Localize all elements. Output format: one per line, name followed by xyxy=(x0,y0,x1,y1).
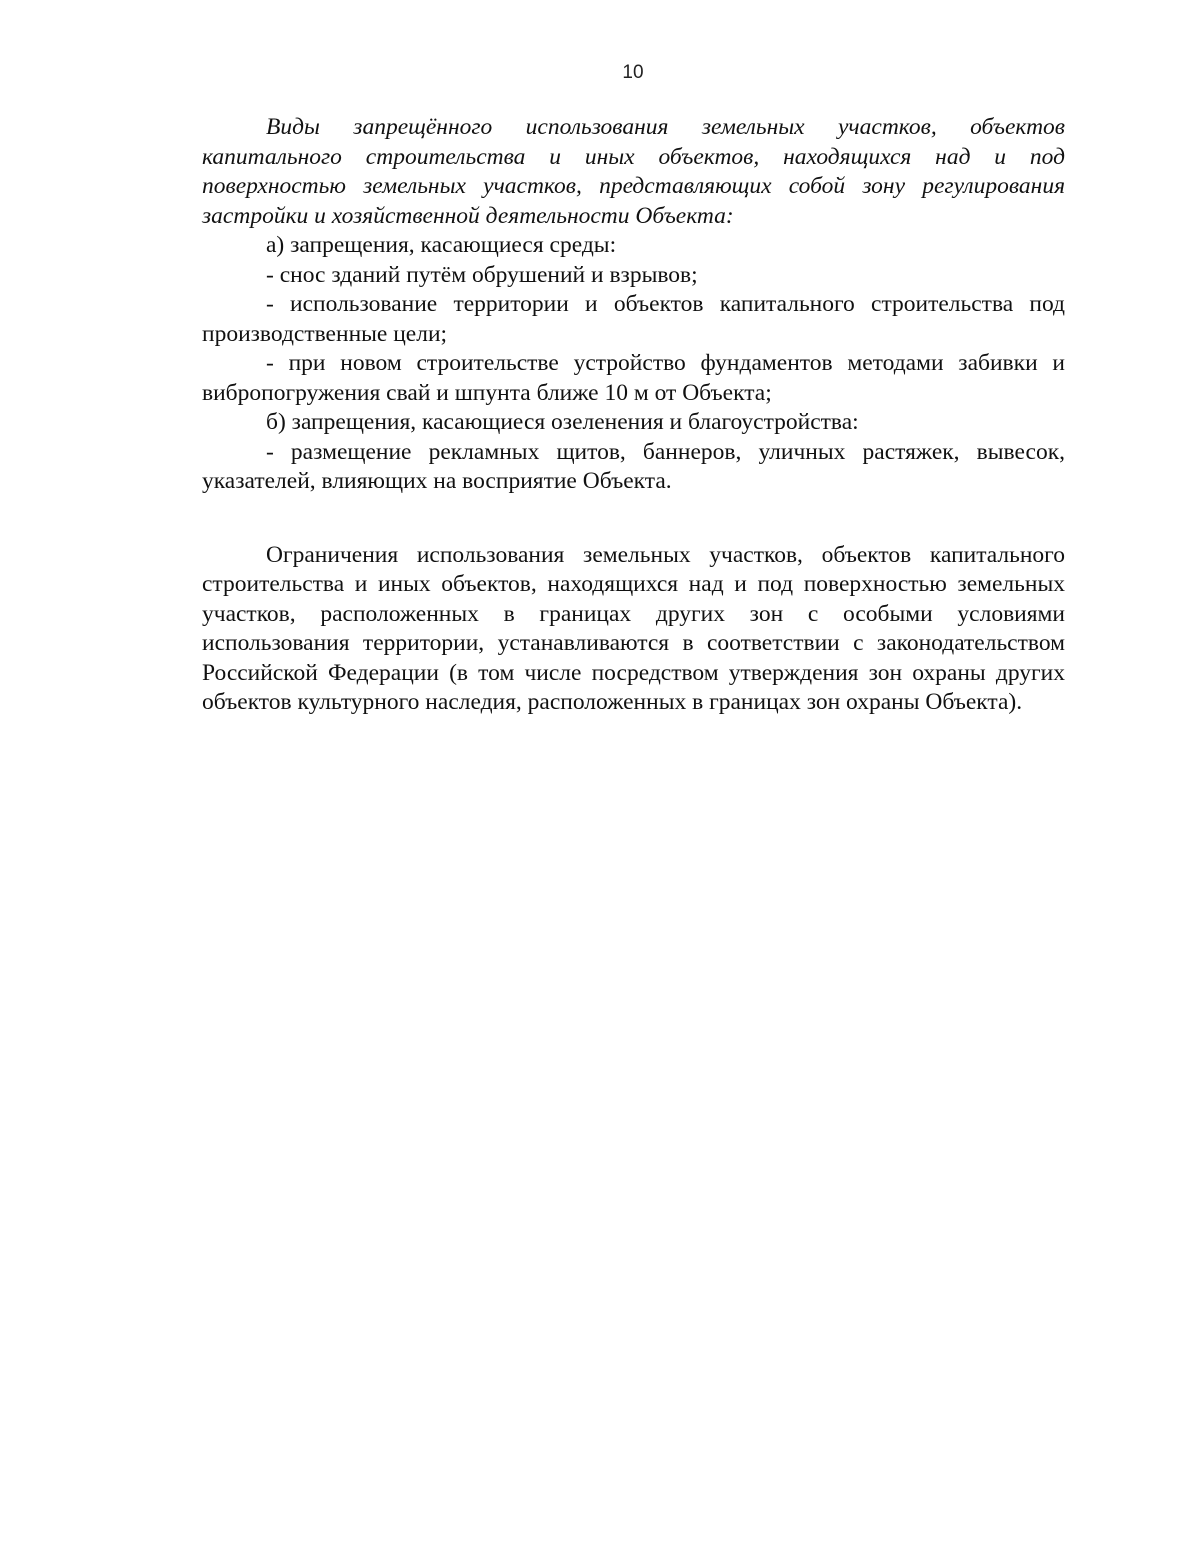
forbidden-use-heading: Виды запрещённого использования земельных участков, объектов капитального строительства и иных объектов, находящихся над и под поверхностью земельных участков, представляющих собой зону регулирования застройки и хозяйственной деятельности Объекта: xyxy=(202,114,1065,229)
forbidden-item-landscaping: б) запрещения, касающиеся озеленения и благоустройства: xyxy=(266,409,859,435)
forbidden-item-environment: а) запрещения, касающиеся среды: xyxy=(266,232,617,258)
forbidden-item-advertising: - размещение рекламных щитов, баннеров, уличных растяжек, вывесок, указателей, влияющих на восприятие Объекта. xyxy=(202,438,1065,494)
restrictions-paragraph: Ограничения использования земельных участков, объектов капитального строительства и иных объектов, находящихся над и под поверхностью земельных участков, расположенных в границах других зон с особыми условиями использования территории, устанавливаются в соответствии с законодательством Российской Федерации (в том числе посредством утверждения зон охраны других объектов культурного наследия, расположенных в границах зон охраны Объекта). xyxy=(202,541,1065,715)
forbidden-item-demolition: - снос зданий путём обрушений и взрывов; xyxy=(266,261,698,288)
document-body xyxy=(202,113,1065,718)
forbidden-item-foundations: - при новом строительстве устройство фундаментов методами забивки и вибропогружения свай и шпунта ближе 10 м от Объекта; xyxy=(202,350,1065,406)
section-spacer xyxy=(202,497,1065,541)
page-number: 10 xyxy=(622,62,644,83)
forbidden-item-industrial-use: - использование территории и объектов капитального строительства под производственные цели; xyxy=(202,291,1065,347)
